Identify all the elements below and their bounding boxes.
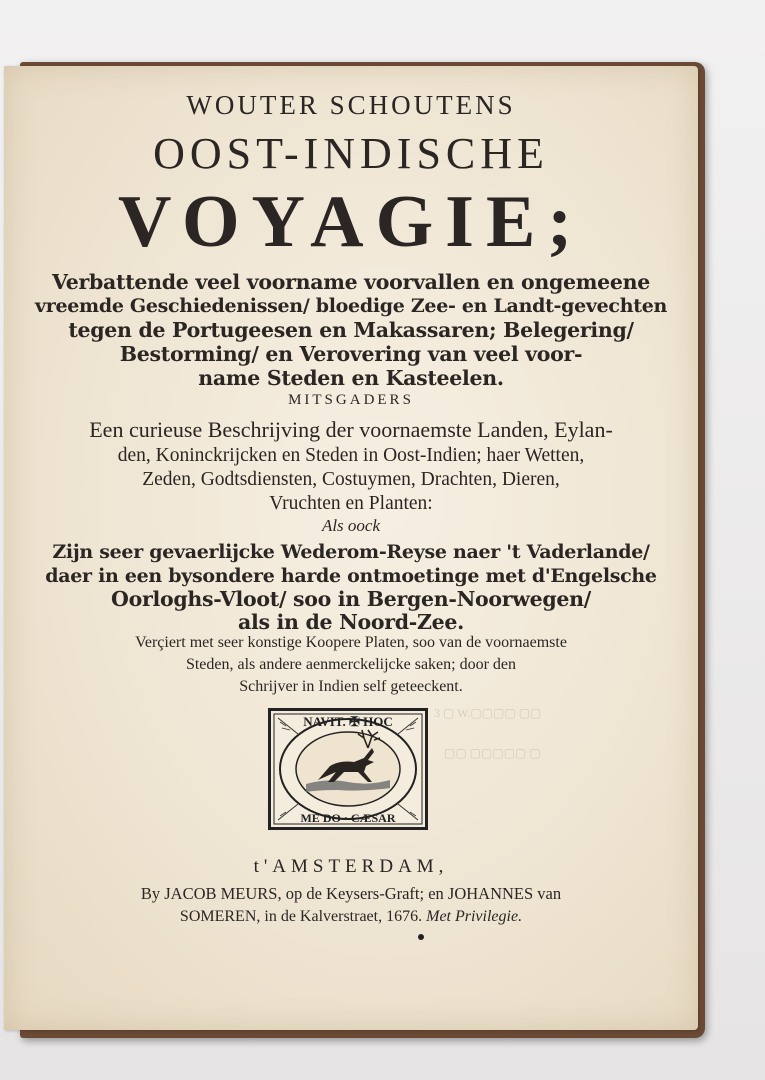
voyage-line: als in de Noord-Zee. <box>237 610 464 634</box>
plates-line: Steden, als andere aenmerckelijcke saken; door den <box>185 656 517 673</box>
voyage-line: Zijn seer gevaerlijcke Wederom-Reyse naer 't Vaderlande/ <box>52 541 650 563</box>
description-line: Zeden, Godtsdiensten, Costuymen, Drachten, Dieren, <box>142 469 560 490</box>
privilege-note: Met Privilegie. <box>426 908 523 925</box>
bleed-through-text: 3 ▢ W.▢▢▢▢ ▢▢ <box>434 706 542 720</box>
author-name: WOUTER SCHOUTENS <box>186 90 516 120</box>
subtitle-line: vreemde Geschiedenissen/ bloedige Zee- en Landt-gevechten <box>35 295 667 317</box>
svg-text:ME DO · CÆSAR: ME DO · CÆSAR <box>300 811 396 825</box>
imprint-publishers: By JACOB MEURS, op de Keysers-Graft; en JOHANNES van <box>140 884 562 903</box>
subtitle-line: Verbattende veel voorname voorvallen en ongemeene <box>52 270 650 294</box>
description-line: den, Koninckrijcken en Steden in Oost-Indien; haer Wetten, <box>117 445 585 466</box>
title-line-2: VOYAGIE; <box>118 181 584 263</box>
imprint-address: SOMEREN, in de Kalverstraet, 1676. <box>179 908 423 925</box>
description-line: Een curieuse Beschrijving der voornaemste Landen, Eylan- <box>89 417 613 442</box>
subtitle-line: Bestorming/ en Verovering van veel voor- <box>119 342 583 366</box>
als-oock-heading: Als oock <box>321 516 381 535</box>
subtitle-line: tegen de Portugeesen en Makassaren; Belegering/ <box>68 318 634 342</box>
svg-text:NAVIT. ✠ HOC: NAVIT. ✠ HOC <box>303 714 393 729</box>
plates-line: Schrijver in Indien self geteeckent. <box>239 678 463 695</box>
imprint-city: t'AMSTERDAM, <box>253 856 449 877</box>
voyage-line: Oorloghs-Vloot/ soo in Bergen-Noorwegen/ <box>111 587 591 611</box>
mitsgaders-heading: MITSGADERS <box>288 392 414 408</box>
ink-dot <box>418 934 424 940</box>
plates-line: Verçiert met seer konstige Koopere Platen, soo van de voornaemste <box>135 634 567 651</box>
bleed-through-text: ▢▢ ▢▢▢▢▢ ▢ <box>444 746 541 760</box>
title-page <box>4 66 698 1030</box>
title-line-1: OOST-INDISCHE <box>153 129 549 178</box>
voyage-line: daer in een bysondere harde ontmoetinge met d'Engelsche <box>45 565 657 587</box>
printers-device-emblem <box>268 708 428 830</box>
description-line: Vruchten en Planten: <box>269 493 433 514</box>
subtitle-line: name Steden en Kasteelen. <box>198 366 504 390</box>
imprint-address-line <box>4 908 698 926</box>
